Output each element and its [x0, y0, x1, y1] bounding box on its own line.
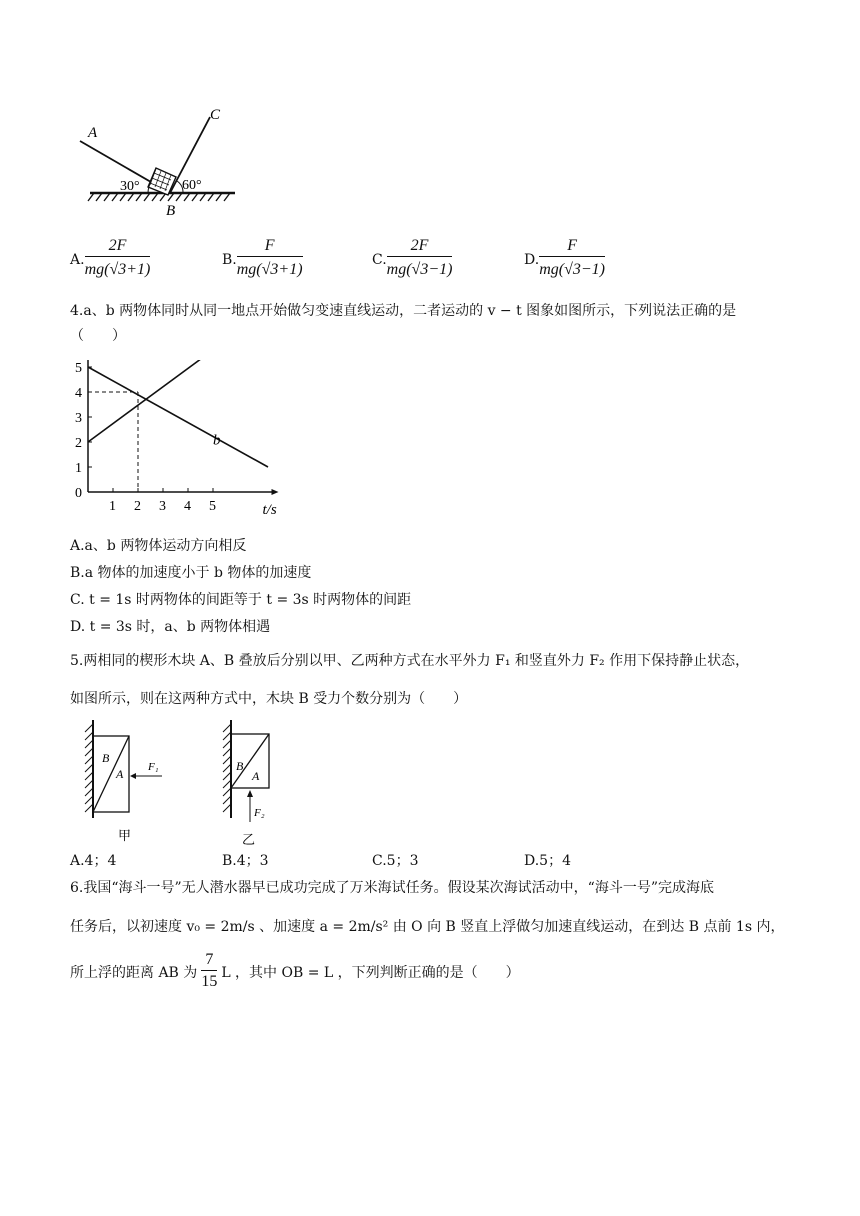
svg-text:F₁: F₁ — [148, 761, 159, 773]
series-label-b: b — [213, 432, 221, 449]
q3-figure — [70, 105, 250, 220]
svg-text:A: A — [116, 767, 124, 781]
label-c: C — [210, 107, 221, 123]
label-a: A — [88, 125, 98, 141]
q5-stem-1: 5.两相同的楔形木块 A、B 叠放后分别以甲、乙两种方式在水平外力 F₁ 和竖直外力 F₂ 作用下保持静止状态， — [70, 653, 750, 669]
x-axis-arrow — [272, 489, 279, 495]
fraction: $\frac{F}{mg(√3+1)}$ — [236, 237, 303, 278]
q4-paren: （ ） — [70, 328, 126, 344]
q3-option-c: C. $\frac{2F}{mg(√3-1)}$ — [372, 236, 452, 283]
svg-text:F₂: F₂ — [254, 807, 265, 819]
q5-option-b: B.4；3 — [222, 853, 269, 869]
x-tick-label: 2 — [134, 499, 141, 514]
q4-option-a: A.a、b 两物体运动方向相反 — [70, 538, 247, 554]
angle-60: 60° — [182, 178, 202, 193]
angle-30: 30° — [120, 179, 140, 194]
q4-option-b: B.a 物体的加速度小于 b 物体的加速度 — [70, 565, 312, 581]
q5-option-d: D.5；4 — [524, 853, 571, 869]
y-tick-label: 0 — [75, 486, 82, 501]
y-tick-label: 1 — [75, 461, 82, 476]
x-tick-label: 3 — [159, 499, 166, 514]
svg-text:A: A — [252, 769, 260, 783]
x-tick-label: 5 — [209, 499, 216, 514]
x-tick-label: 4 — [184, 499, 191, 514]
q4-option-d: D. t = 3s 时，a、b 两物体相遇 — [70, 619, 271, 635]
q5-option-a: A.4；4 — [70, 853, 117, 869]
q6-line-1: 6.我国“海斗一号”无人潜水器早已成功完成了万米海试任务。假设某次海试活动中，“海斗一号”完成海底 — [70, 880, 714, 896]
fraction: $\frac{2F}{mg(√3+1)}$ — [84, 237, 151, 278]
q5-figure-jia — [80, 718, 180, 843]
label-b: B — [166, 203, 176, 219]
y-tick-label: 3 — [75, 411, 82, 426]
q6-line-3: 所上浮的距离 AB 为 $\frac{7}{15}$ L ，其中 OB = L ，下列判断正确的是（ ） — [70, 950, 520, 993]
q4-stem: 4.a、b 两物体同时从同一地点开始做匀变速直线运动，二者运动的 v − t 图象如图所示，下列说法正确的是 — [70, 303, 737, 319]
q6-line-2: 任务后，以初速度 v₀ = 2m/s 、加速度 a = 2m/s² 由 O 向 B 竖直上浮做匀加速直线运动，在到达 B 点前 1s 内， — [70, 919, 785, 935]
svg-text:甲: 甲 — [118, 828, 132, 843]
q3-option-b: B. $\frac{F}{mg(√3+1)}$ — [222, 236, 303, 283]
y-tick-label: 2 — [75, 436, 82, 451]
q5-stem-2: 如图所示，则在这两种方式中，木块 B 受力个数分别为（ ） — [70, 691, 468, 707]
fraction-7-15: $\frac{7}{15}$ — [201, 951, 218, 990]
q5-figure-yi — [218, 718, 318, 848]
q4-option-c: C. t = 1s 时两物体的间距等于 t = 3s 时两物体的间距 — [70, 592, 412, 608]
series-line-a — [88, 360, 268, 442]
svg-text:B: B — [102, 751, 110, 765]
q5-option-c: C.5；3 — [372, 853, 419, 869]
fraction: $\frac{F}{mg(√3-1)}$ — [539, 237, 605, 278]
fraction: $\frac{2F}{mg(√3-1)}$ — [386, 237, 453, 278]
y-tick-label: 5 — [75, 361, 82, 376]
series-line-b — [88, 367, 268, 467]
vt-chart — [60, 360, 290, 525]
q3-option-d: D. $\frac{F}{mg(√3-1)}$ — [524, 236, 605, 283]
svg-text:乙: 乙 — [242, 832, 256, 847]
x-tick-label: 1 — [109, 499, 116, 514]
q3-option-a: A. $\frac{2F}{mg(√3+1)}$ — [70, 236, 150, 283]
y-tick-label: 4 — [75, 386, 82, 401]
svg-text:B: B — [236, 759, 244, 773]
x-axis-label: t/s — [262, 502, 277, 518]
